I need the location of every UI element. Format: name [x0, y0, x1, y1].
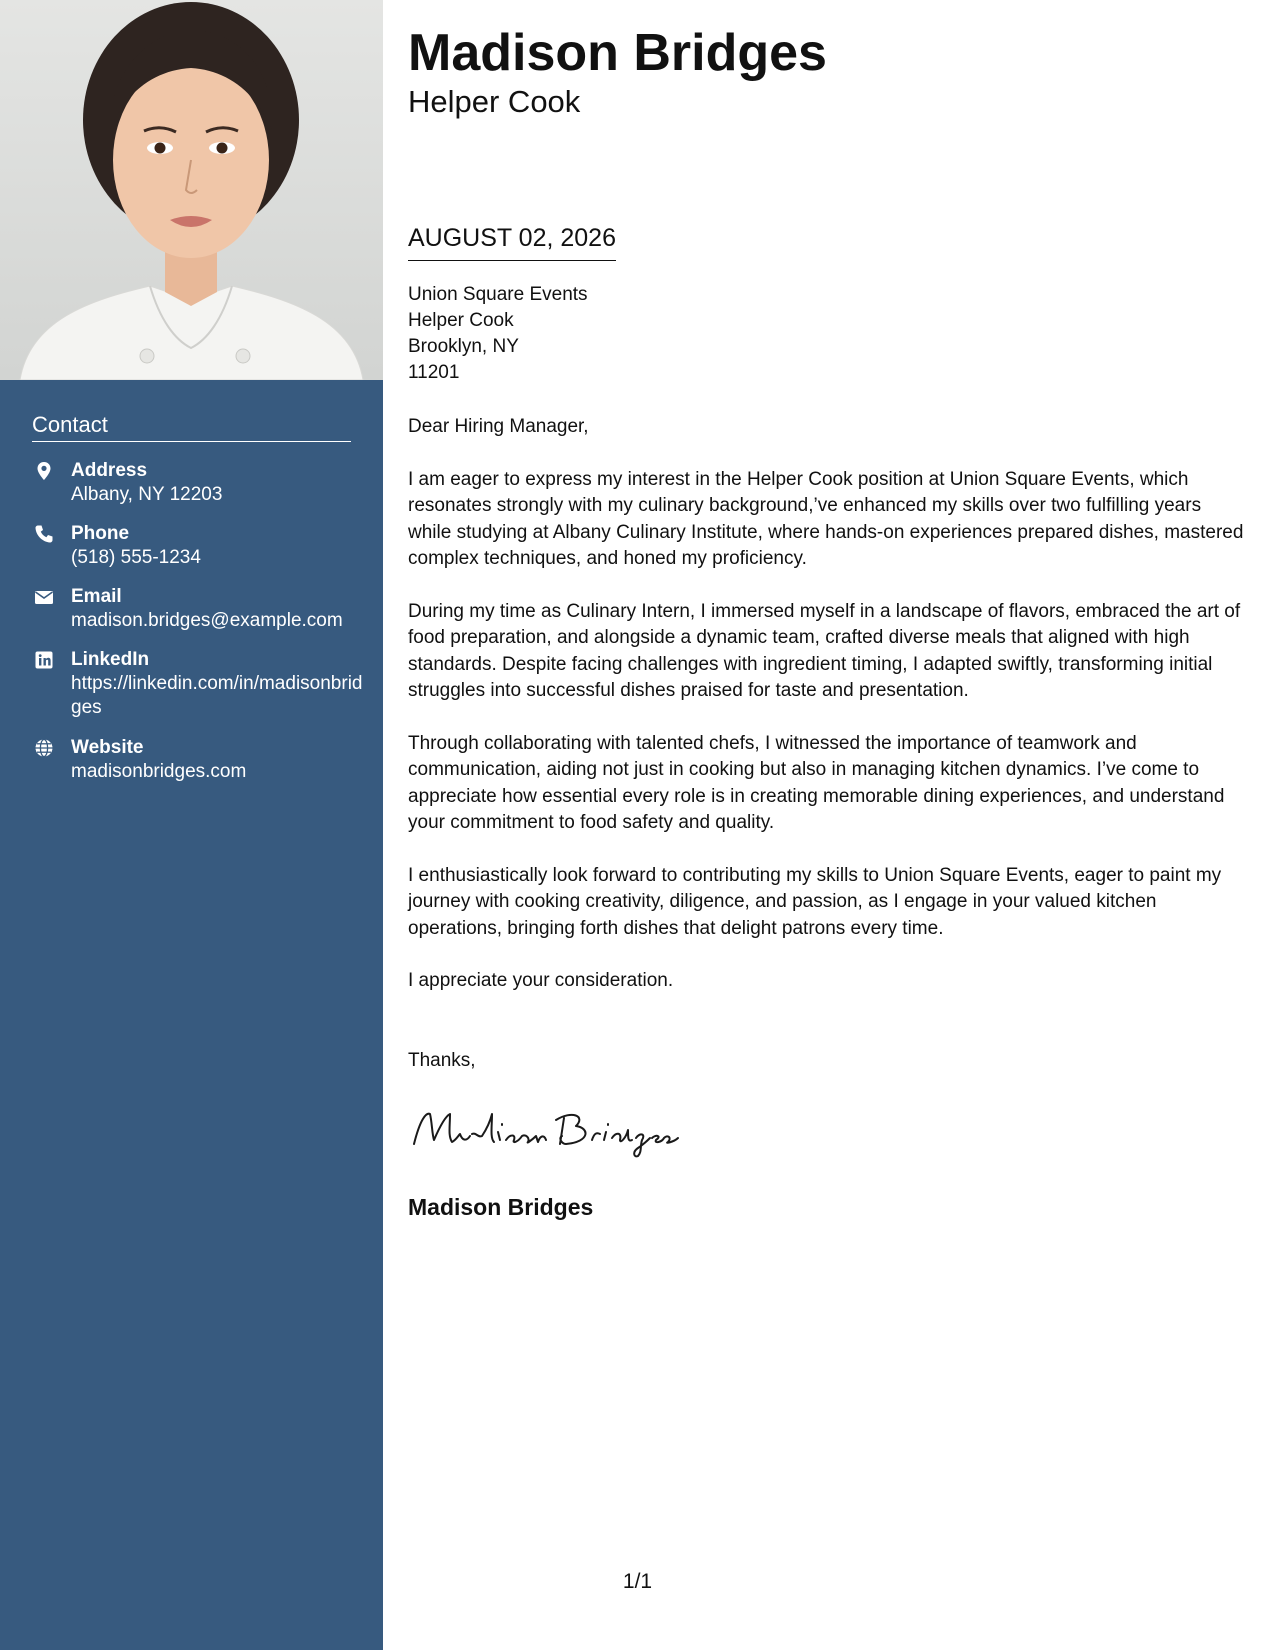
linkedin-label: LinkedIn [71, 649, 150, 670]
paragraph-3: Through collaborating with talented chefs, I witnessed the importance of teamwork and communication, aiding not just in cooking but also in managing kitchen dynamics. I’ve come to appreciate how essential every role is in creating memorable dining experiences, and understand your commitment to food safety and quality. [408, 732, 1225, 833]
phone-label: Phone [71, 523, 130, 544]
job-title: Helper Cook [408, 84, 581, 119]
contact-heading: Contact [32, 412, 351, 442]
recipient-block [408, 282, 588, 386]
recipient-company: Union Square Events [408, 284, 588, 305]
sidebar [0, 0, 383, 1650]
globe-icon [34, 738, 54, 758]
address-value: Albany, NY 12203 [71, 484, 223, 505]
address-label: Address [71, 460, 148, 481]
profile-photo [0, 0, 383, 380]
linkedin-icon [34, 650, 54, 670]
appreciation-line: I appreciate your consideration. [408, 970, 674, 991]
signer-name: Madison Bridges [408, 1194, 594, 1220]
linkedin-value[interactable]: https://linkedin.com/in/madisonbridges [71, 673, 363, 718]
envelope-icon [34, 587, 54, 607]
website-value[interactable]: madisonbridges.com [71, 761, 247, 782]
handwritten-signature [406, 1100, 686, 1160]
recipient-city: Brooklyn, NY [408, 336, 519, 357]
letter-body [408, 414, 1248, 1021]
paragraph-2: During my time as Culinary Intern, I immersed myself in a landscape of flavors, embraced the art of food preparation, and alongside a dynamic team, crafted diverse meals that aligned with high standards. Despite facing challenges with ingredient timing, I adapted swiftly, transforming initial struggles into successful dishes praised for taste and presentation. [408, 600, 1241, 701]
paragraph-1: I am eager to express my interest in the Helper Cook position at Union Square Events, which resonates strongly with my culinary background,’ve enhanced my skills over two fulfilling years while studying at Albany Culinary Institute, where hands-on experiences prepared dishes, mastered complex techniques, and honed my proficiency. [408, 468, 1244, 569]
applicant-name: Madison Bridges [408, 24, 827, 82]
phone-value: (518) 555-1234 [71, 547, 201, 568]
letter-date: AUGUST 02, 2026 [408, 222, 616, 261]
page-number: 1/1 [622, 1570, 653, 1593]
recipient-zip: 11201 [408, 362, 460, 383]
email-value[interactable]: madison.bridges@example.com [71, 610, 343, 631]
website-label: Website [71, 737, 144, 758]
email-label: Email [71, 586, 122, 607]
portrait-photo [0, 0, 383, 380]
recipient-position: Helper Cook [408, 310, 514, 331]
closing: Thanks, [408, 1050, 476, 1071]
phone-icon [34, 524, 54, 544]
paragraph-4: I enthusiastically look forward to contributing my skills to Union Square Events, eager to paint my journey with cooking creativity, diligence, and passion, as I engage in your valued kitchen operations, bringing forth dishes that delight patrons every time. [408, 864, 1222, 939]
salutation: Dear Hiring Manager, [408, 416, 589, 437]
map-pin-icon [34, 461, 54, 481]
